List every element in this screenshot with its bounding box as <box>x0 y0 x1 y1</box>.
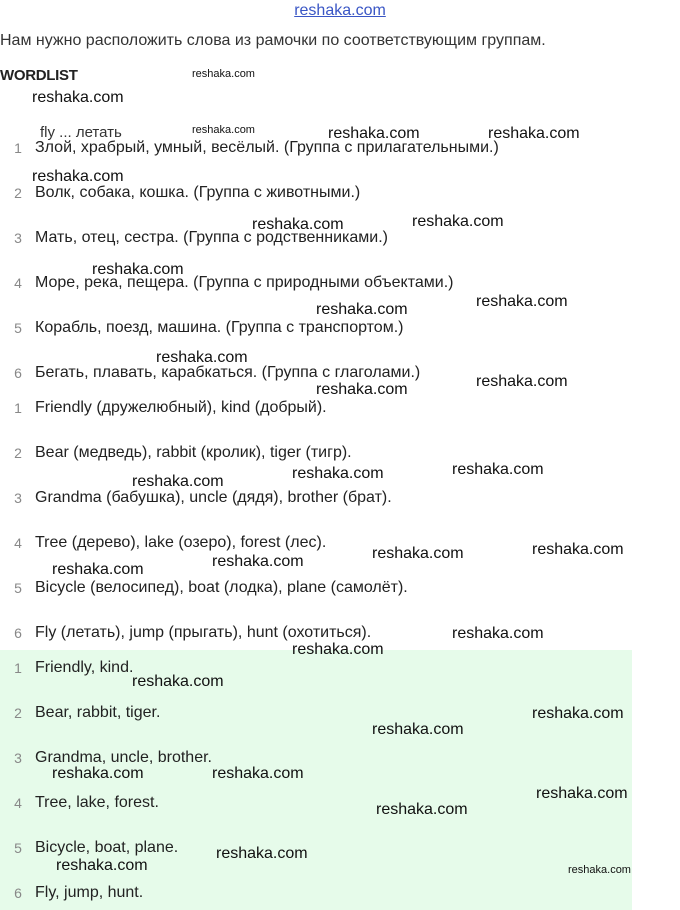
item-text: Море, река, пещера. (Группа с природными объектами.) <box>35 274 454 291</box>
watermark: reshaka.com <box>412 213 504 230</box>
item-number: 2 <box>14 445 22 461</box>
item-number: 4 <box>14 275 22 291</box>
item-number: 1 <box>14 400 22 416</box>
item-number: 5 <box>14 580 22 596</box>
item-text: Tree, lake, forest. <box>35 794 159 811</box>
list-item <box>0 441 352 465</box>
list-item <box>0 271 453 295</box>
item-number: 4 <box>14 795 22 811</box>
watermark: reshaka.com <box>212 553 304 570</box>
item-text: Friendly (дружелюбный), kind (добрый). <box>35 399 327 416</box>
watermark: reshaka.com <box>376 801 468 818</box>
watermark: reshaka.com <box>52 765 144 782</box>
list-item <box>0 701 160 725</box>
watermark: reshaka.com <box>32 89 124 106</box>
watermark: reshaka.com <box>56 857 148 874</box>
item-text: Bicycle (велосипед), boat (лодка), plane (самолёт). <box>35 579 408 596</box>
watermark: reshaka.com <box>316 301 408 318</box>
watermark: reshaka.com <box>156 349 248 366</box>
watermark: reshaka.com <box>292 641 384 658</box>
watermark: reshaka.com <box>476 373 568 390</box>
list-item <box>0 791 159 815</box>
item-text: Grandma, uncle, brother. <box>35 749 212 766</box>
item-number: 6 <box>14 625 22 641</box>
watermark: reshaka.com <box>292 465 384 482</box>
watermark: reshaka.com <box>372 721 464 738</box>
item-text: Friendly, kind. <box>35 659 134 676</box>
item-number: 3 <box>14 490 22 506</box>
list-item <box>0 396 327 420</box>
item-number: 3 <box>14 750 22 766</box>
item-number: 5 <box>14 320 22 336</box>
item-number: 2 <box>14 185 22 201</box>
item-number: 6 <box>14 365 22 381</box>
watermark: reshaka.com <box>536 785 628 802</box>
item-text: Grandma (бабушка), uncle (дядя), brother (брат). <box>35 489 392 506</box>
watermark: reshaka.com <box>52 561 144 578</box>
item-text: Fly (летать), jump (прыгать), hunt (охотиться). <box>35 624 372 641</box>
item-text: Bear, rabbit, tiger. <box>35 704 161 721</box>
watermark: reshaka.com <box>452 625 544 642</box>
item-text: Bear (медведь), rabbit (кролик), tiger (тигр). <box>35 444 352 461</box>
watermark: reshaka.com <box>252 216 344 233</box>
watermark: reshaka.com <box>132 673 224 690</box>
watermark: reshaka.com <box>192 68 255 80</box>
watermark: reshaka.com <box>316 381 408 398</box>
item-text: Бегать, плавать, карабкаться. (Группа с глаголами.) <box>35 364 421 381</box>
item-text: Мать, отец, сестра. (Группа с родственниками.) <box>35 229 388 246</box>
item-number: 3 <box>14 230 22 246</box>
item-text: Fly, jump, hunt. <box>35 884 144 901</box>
watermark: reshaka.com <box>328 125 420 142</box>
watermark: reshaka.com <box>488 125 580 142</box>
item-text: Злой, храбрый, умный, весёлый. (Группа с прилагательными.) <box>35 139 499 156</box>
list-item <box>0 656 133 680</box>
watermark: reshaka.com <box>212 765 304 782</box>
item-number: 2 <box>14 705 22 721</box>
watermark: reshaka.com <box>92 261 184 278</box>
list-item <box>0 136 499 160</box>
wordlist-heading: WORDLIST <box>0 67 78 84</box>
watermark: reshaka.com <box>372 545 464 562</box>
item-text: Tree (дерево), lake (озеро), forest (лес). <box>35 534 327 551</box>
watermark: reshaka.com <box>452 461 544 478</box>
item-number: 6 <box>14 885 22 901</box>
list-item <box>0 531 326 555</box>
site-header-link[interactable]: reshaka.com <box>294 2 386 19</box>
instruction-text: Нам нужно расположить слова из рамочки по соответствующим группам. <box>0 32 546 49</box>
item-number: 1 <box>14 140 22 156</box>
item-text: Bicycle, boat, plane. <box>35 839 179 856</box>
item-text: Волк, собака, кошка. (Группа с животными.) <box>35 184 361 201</box>
item-text: Корабль, поезд, машина. (Группа с транспортом.) <box>35 319 404 336</box>
list-item <box>0 881 143 905</box>
watermark: reshaka.com <box>32 168 124 185</box>
watermark: reshaka.com <box>532 541 624 558</box>
watermark: reshaka.com <box>192 124 255 136</box>
watermark: reshaka.com <box>476 293 568 310</box>
watermark: reshaka.com <box>216 845 308 862</box>
item-number: 4 <box>14 535 22 551</box>
list-item <box>0 576 408 600</box>
item-number: 1 <box>14 660 22 676</box>
watermark: reshaka.com <box>532 705 624 722</box>
list-item <box>0 316 403 340</box>
item-number: 5 <box>14 840 22 856</box>
wordlist-partial-text: fly ... летать <box>40 124 122 141</box>
watermark: reshaka.com <box>132 473 224 490</box>
watermark: reshaka.com <box>568 864 631 876</box>
